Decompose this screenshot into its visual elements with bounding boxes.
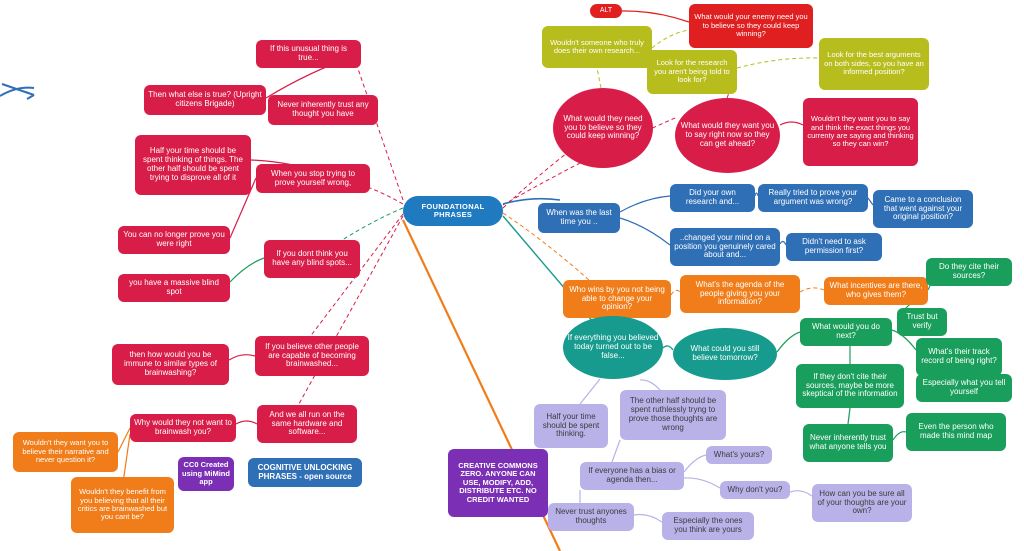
mindmap-node-narrative[interactable]: Wouldn't they want you to believe their narrative and never question it? [13,432,118,472]
mindmap-edge [634,514,662,522]
mindmap-node-trulydoes[interactable]: Wouldn't someone who truly does their own research... [542,26,652,68]
mindmap-edge [652,30,689,48]
mindmap-edge [790,491,812,496]
mindmap-node-nolonger[interactable]: You can no longer prove you were right [118,226,230,254]
mindmap-edge [663,346,673,350]
mindmap-node-didyourown[interactable]: Did your own research and... [670,184,755,212]
mindmap-edge [780,122,803,125]
mindmap-node-enemy[interactable]: What would your enemy need you to believe so they could keep winning? [689,4,813,48]
mindmap-node-agenda[interactable]: What's the agenda of the people giving you your information? [680,275,800,313]
mindmap-node-whatsyours[interactable]: What's yours? [706,446,772,464]
mindmap-node-notbeingtold[interactable]: Look for the research you aren't being told to look for? [647,50,737,94]
mindmap-edge [597,68,601,88]
mindmap-node-bestargs[interactable]: Look for the best arguments on both sides, so you have an informed position? [819,38,929,90]
left-arrow-icon [2,84,34,99]
mindmap-node-benefit[interactable]: Wouldn't they benefit from you believing that all their critics are brainwashed but you cant be? [71,477,174,533]
mindmap-edge [737,58,819,68]
mindmap-node-believedtoday[interactable]: If everything you believed today turned out to be false... [563,316,663,379]
mindmap-node-currentlysaying[interactable]: Wouldn't they want you to say and think the exact things you currenty are saying and thinking so they can win? [803,98,918,166]
mindmap-node-blindspots[interactable]: If you dont think you have any blind spots... [264,240,360,278]
mindmap-node-massiveblind[interactable]: you have a massive blind spot [118,274,230,302]
mindmap-edge [671,290,680,295]
mindmap-node-lasttime[interactable]: When was the last time you .. [538,203,620,233]
mindmap-node-citesources[interactable]: Do they cite their sources? [926,258,1012,286]
mindmap-node-whatelse[interactable]: Then what else is true? (Upright citizens Brigade) [144,85,266,115]
mindmap-node-immune[interactable]: then how would you be immune to similar types of brainwashing? [112,344,229,385]
mindmap-node-sayright[interactable]: What would they want you to say right now so they can get ahead? [675,98,780,173]
mindmap-edge [620,196,670,212]
mindmap-node-dontcite[interactable]: If they don't cite their sources, maybe be more skeptical of the information [796,364,904,408]
mindmap-node-neverinherently[interactable]: Never inherently trust any thought you have [268,95,378,125]
mindmap-node-trustbutverify[interactable]: Trust but verify [897,308,947,336]
mindmap-node-believeother[interactable]: If you believe other people are capable of becoming brainwashed... [255,336,369,376]
mindmap-node-stoptrying[interactable]: When you stop trying to prove yourself wrong, [256,164,370,193]
mindmap-node-whynotbrainwash[interactable]: Why would they not want to brainwash you? [130,414,236,442]
mindmap-node-whydontyou[interactable]: Why don't you? [720,481,790,499]
mindmap-edge [580,379,600,404]
mindmap-node-especiallyones[interactable]: Especially the ones you think are yours [662,512,754,540]
mindmap-node-believetomorrow[interactable]: What could you still believe tomorrow? [673,328,777,380]
mindmap-node-cc-zero[interactable]: CREATIVE COMMONS ZERO. ANYONE CAN USE, MODIFY, ADD, DISTRIBUTE ETC. NO CREDIT WANTED [448,449,548,517]
mindmap-node-otherhalf[interactable]: The other half should be spent ruthlessly tryng to prove those thoughts are wrong [620,390,726,440]
mindmap-edge [118,428,130,452]
mindmap-node-central[interactable]: FOUNDATIONAL PHRASES [403,196,503,226]
mindmap-node-samehardware[interactable]: And we all run on the same hardware and software... [257,405,357,443]
mindmap-node-biasagenda[interactable]: If everyone has a bias or agenda then... [580,462,684,490]
mindmap-node-cognitive[interactable]: COGNITIVE UNLOCKING PHRASES - open source [248,458,362,487]
mindmap-node-cc0[interactable]: CC0 Created using MiMind app [178,457,234,491]
mindmap-edge [612,440,620,462]
mindmap-edge [300,214,403,350]
mindmap-node-alt[interactable]: ALT [590,4,622,18]
mindmap-node-howcanyou[interactable]: How can you be sure all of your thoughts are your own? [812,484,912,522]
mindmap-node-nevertrust[interactable]: Never trust anyones thoughts [548,503,634,531]
mindmap-node-whowins[interactable]: Who wins by you not being able to change your opinion? [563,280,671,318]
mindmap-edge [0,88,34,96]
mindmap-edge [622,11,689,22]
mindmap-edge [848,408,850,424]
mindmap-edge [229,355,255,360]
mindmap-node-halfspent[interactable]: Half your time should be spent thinking. [534,404,608,448]
mindmap-edge [236,421,257,424]
mindmap-node-neverinherently2[interactable]: Never inherently trust what anyone tells you [803,424,893,462]
mindmap-edge [684,478,720,488]
mindmap-node-especiallytell[interactable]: Especially what you tell yourself [916,374,1012,402]
mindmap-node-changedmind[interactable]: ..changed your mind on a position you genuinely cared about and... [670,228,780,266]
mindmap-node-trackrecord[interactable]: What's their track record of being right? [916,338,1002,376]
mindmap-edge [640,380,660,390]
mindmap-edge [893,432,906,440]
mindmap-node-halfyourtime[interactable]: Half your time should be spent thinking of things. The other half should be spent trying to disprove all of it [135,135,251,195]
mindmap-edge [230,258,264,282]
mindmap-node-mindmapperson[interactable]: Even the person who made this mind map [906,413,1006,451]
mindmap-edge [800,288,824,292]
mindmap-node-incentives[interactable]: What incentives are there, who gives them? [824,277,928,305]
mindmap-node-conclusion[interactable]: Came to a conclusion that went against your original position? [873,190,973,228]
mindmap-node-unusual[interactable]: If this unusual thing is true... [256,40,361,68]
mindmap-edge [684,455,706,472]
mindmap-edge [620,218,670,245]
mindmap-node-whatwouldyoudo[interactable]: What would you do next? [800,318,892,346]
mindmap-node-reallytried[interactable]: Really tried to prove your argument was wrong? [758,184,868,212]
mindmap-node-needbelieve[interactable]: What would they need you to believe so they could keep winning? [553,88,653,168]
mindmap-edge [777,332,800,352]
mindmap-node-permission[interactable]: Didn't need to ask permission first? [786,233,882,261]
